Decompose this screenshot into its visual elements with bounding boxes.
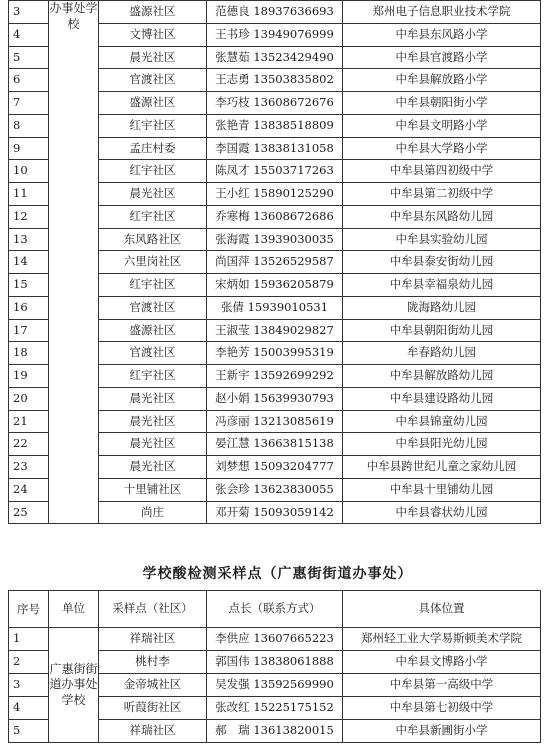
contact-person: 宋炳如 15936205879 xyxy=(207,274,343,297)
contact-person: 邓开菊 15093059142 xyxy=(207,501,343,524)
sampling-site: 金帝城社区 xyxy=(99,674,207,697)
sampling-site: 文博社区 xyxy=(99,23,207,46)
table-row xyxy=(9,1,541,24)
contact-person: 郭国伟 13838061888 xyxy=(207,651,343,674)
row-number: 20 xyxy=(9,387,49,410)
row-number: 11 xyxy=(9,183,49,206)
sampling-site: 晨光社区 xyxy=(99,456,207,479)
header-unit: 单位 xyxy=(49,591,99,628)
row-number: 4 xyxy=(9,697,49,720)
sampling-site: 祥瑞社区 xyxy=(99,628,207,651)
sampling-site: 桃村李 xyxy=(99,651,207,674)
contact-person: 李供应 13607665223 xyxy=(207,628,343,651)
header-contact: 点长（联系方式） xyxy=(207,591,343,628)
row-number: 22 xyxy=(9,433,49,456)
row-number: 12 xyxy=(9,205,49,228)
sampling-site: 官渡社区 xyxy=(99,69,207,92)
row-number: 1 xyxy=(9,628,49,651)
contact-person: 冯彦丽 13213085619 xyxy=(207,410,343,433)
location: 中牟县建设路幼儿园 xyxy=(343,387,541,410)
row-number: 10 xyxy=(9,160,49,183)
location: 中牟县官渡路小学 xyxy=(343,46,541,69)
contact-person: 郝 瑞 13613820015 xyxy=(207,720,343,743)
location: 牟春路幼儿园 xyxy=(343,342,541,365)
row-number: 16 xyxy=(9,296,49,319)
location: 中牟县新圃街小学 xyxy=(343,720,541,743)
sampling-site: 红宇社区 xyxy=(99,114,207,137)
contact-person: 张慧茹 13523429490 xyxy=(207,46,343,69)
header-location: 具体位置 xyxy=(343,591,541,628)
location: 中牟县东风路幼儿园 xyxy=(343,205,541,228)
location: 中牟县十里铺幼儿园 xyxy=(343,478,541,501)
row-number: 14 xyxy=(9,251,49,274)
contact-person: 王小红 15890125290 xyxy=(207,183,343,206)
header-site: 采样点（社区） xyxy=(99,591,207,628)
sampling-site: 晨光社区 xyxy=(99,46,207,69)
row-number: 24 xyxy=(9,478,49,501)
row-number: 3 xyxy=(9,1,49,24)
contact-person: 赵小娟 15639930793 xyxy=(207,387,343,410)
location: 中牟县解放路幼儿园 xyxy=(343,365,541,388)
row-number: 25 xyxy=(9,501,49,524)
row-number: 17 xyxy=(9,319,49,342)
row-number: 4 xyxy=(9,23,49,46)
sampling-site: 尚庄 xyxy=(99,501,207,524)
contact-person: 刘梦想 15093204777 xyxy=(207,456,343,479)
contact-person: 王书珍 13949076999 xyxy=(207,23,343,46)
row-number: 7 xyxy=(9,92,49,115)
row-number: 15 xyxy=(9,274,49,297)
location: 中牟县实验幼儿园 xyxy=(343,228,541,251)
contact-person: 范德良 18937636693 xyxy=(207,1,343,24)
location: 陇海路幼儿园 xyxy=(343,296,541,319)
location: 中牟县第二初级中学 xyxy=(343,183,541,206)
sampling-site: 东风路社区 xyxy=(99,228,207,251)
location: 中牟县跨世纪儿童之家幼儿园 xyxy=(343,456,541,479)
header-seq: 序号 xyxy=(9,591,49,628)
location: 中牟县阳光幼儿园 xyxy=(343,433,541,456)
contact-person: 乔寒梅 13608672686 xyxy=(207,205,343,228)
sampling-site: 六里岗社区 xyxy=(99,251,207,274)
location: 中牟县锦童幼儿园 xyxy=(343,410,541,433)
location: 中牟县大学路小学 xyxy=(343,137,541,160)
contact-person: 晏江慧 13663815138 xyxy=(207,433,343,456)
contact-person: 张艳青 13838518809 xyxy=(207,114,343,137)
location: 中牟县睿状幼儿园 xyxy=(343,501,541,524)
sampling-site: 祥瑞社区 xyxy=(99,720,207,743)
sampling-site: 官渡社区 xyxy=(99,296,207,319)
location: 中牟县第一高级中学 xyxy=(343,674,541,697)
sampling-site: 十里铺社区 xyxy=(99,478,207,501)
location: 中牟县文明路小学 xyxy=(343,114,541,137)
row-number: 23 xyxy=(9,456,49,479)
sampling-site: 红宇社区 xyxy=(99,365,207,388)
row-number: 8 xyxy=(9,114,49,137)
sampling-site: 听葭街社区 xyxy=(99,697,207,720)
row-number: 18 xyxy=(9,342,49,365)
contact-person: 王志勇 13503835802 xyxy=(207,69,343,92)
location: 中牟县泰安街幼儿园 xyxy=(343,251,541,274)
contact-person: 吴发强 13592569990 xyxy=(207,674,343,697)
row-number: 6 xyxy=(9,69,49,92)
row-number: 13 xyxy=(9,228,49,251)
sampling-site: 孟庄村委 xyxy=(99,137,207,160)
contact-person: 王新宇 13592699292 xyxy=(207,365,343,388)
location: 郑州轻工业大学易斯顿美术学院 xyxy=(343,628,541,651)
sampling-site: 晨光社区 xyxy=(99,433,207,456)
row-number: 5 xyxy=(9,46,49,69)
contact-person: 王淑莹 13849029827 xyxy=(207,319,343,342)
table-row xyxy=(9,628,541,651)
sampling-site: 晨光社区 xyxy=(99,387,207,410)
location: 郑州电子信息职业技术学院 xyxy=(343,1,541,24)
sampling-table-2 xyxy=(8,590,541,743)
contact-person: 张会珍 13623830055 xyxy=(207,478,343,501)
section-title: 学校酸检测采样点（广惠街街道办事处） xyxy=(142,566,413,582)
contact-person: 李巧枝 13608672676 xyxy=(207,92,343,115)
row-number: 3 xyxy=(9,674,49,697)
unit-cell: 广惠街街道办事处学校 xyxy=(49,628,99,743)
row-number: 21 xyxy=(9,410,49,433)
contact-person: 尚国萍 13526529587 xyxy=(207,251,343,274)
table2-body xyxy=(9,591,541,743)
sampling-site: 盛源社区 xyxy=(99,92,207,115)
sampling-site: 晨光社区 xyxy=(99,183,207,206)
location: 中牟县朝阳街幼儿园 xyxy=(343,319,541,342)
unit-cell: 办事处学校 xyxy=(49,1,99,524)
sampling-site: 晨光社区 xyxy=(99,410,207,433)
sampling-site: 红宇社区 xyxy=(99,205,207,228)
location: 中牟县第七初级中学 xyxy=(343,697,541,720)
location: 中牟县解放路小学 xyxy=(343,69,541,92)
contact-person: 张倩 15939010531 xyxy=(207,296,343,319)
location: 中牟县东风路小学 xyxy=(343,23,541,46)
contact-person: 李艳芳 15003995319 xyxy=(207,342,343,365)
location: 中牟县幸福泉幼儿园 xyxy=(343,274,541,297)
row-number: 2 xyxy=(9,651,49,674)
location: 中牟县朝阳街小学 xyxy=(343,92,541,115)
sampling-site: 盛源社区 xyxy=(99,319,207,342)
table2-header-row xyxy=(9,591,541,628)
contact-person: 张海霞 13939030035 xyxy=(207,228,343,251)
location: 中牟县第四初级中学 xyxy=(343,160,541,183)
row-number: 19 xyxy=(9,365,49,388)
contact-person: 李国霞 13838131058 xyxy=(207,137,343,160)
contact-person: 张改红 15225175152 xyxy=(207,697,343,720)
sampling-site: 官渡社区 xyxy=(99,342,207,365)
table1-body xyxy=(9,1,541,524)
row-number: 5 xyxy=(9,720,49,743)
sampling-table-1 xyxy=(8,0,541,524)
row-number: 9 xyxy=(9,137,49,160)
location: 中牟县文博路小学 xyxy=(343,651,541,674)
sampling-site: 红宇社区 xyxy=(99,274,207,297)
contact-person: 陈凤才 15503717263 xyxy=(207,160,343,183)
sampling-site: 盛源社区 xyxy=(99,1,207,24)
sampling-site: 红宇社区 xyxy=(99,160,207,183)
